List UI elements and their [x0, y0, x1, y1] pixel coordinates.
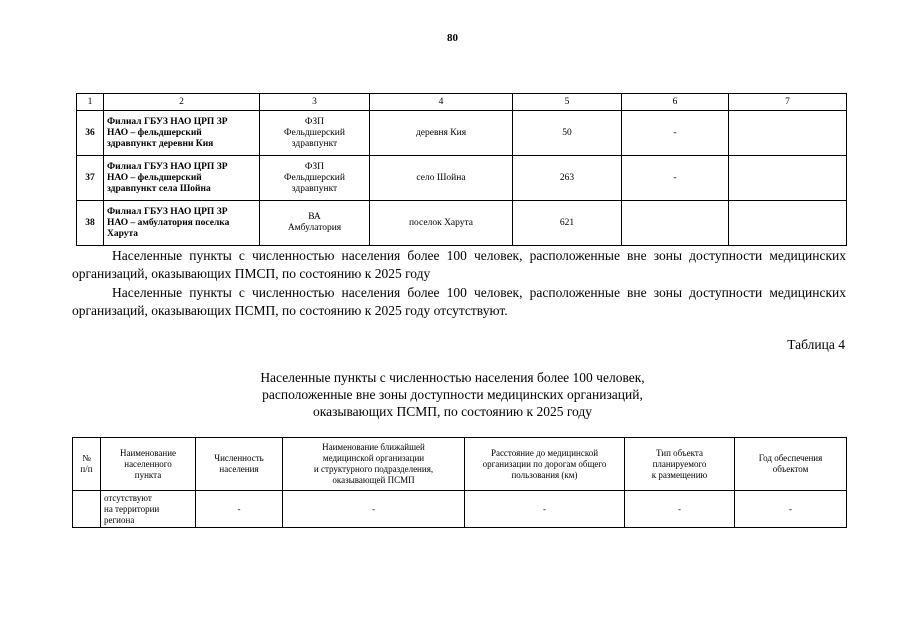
- header-cell-organization: Наименование ближайшей медицинской организации и структурного подразделения, оказывающей ПСМП: [283, 438, 465, 491]
- header-cell: 2: [104, 94, 260, 111]
- column-6-value: [622, 201, 729, 246]
- table-row: [73, 491, 847, 528]
- paragraph-psmp: Населенные пункты с численностью населения более 100 человек, расположенные вне зоны доступности медицинских организаций, оказывающих ПСМП, по состоянию к 2025 году отсутствуют.: [72, 285, 846, 318]
- row-number: 36: [77, 111, 104, 156]
- column-6-value: -: [622, 156, 729, 201]
- header-cell: 3: [260, 94, 370, 111]
- table-header-row: [77, 94, 847, 111]
- settlement-name: село Шойна: [370, 156, 513, 201]
- header-cell: 7: [729, 94, 847, 111]
- column-7-value: [729, 156, 847, 201]
- row-number: [73, 491, 101, 528]
- table-header-row: [73, 438, 847, 491]
- organization: -: [283, 491, 465, 528]
- distance: -: [465, 491, 625, 528]
- column-7-value: [729, 111, 847, 156]
- facility-type: ФЗП Фельдшерский здравпункт: [260, 156, 370, 201]
- table-row: [77, 111, 847, 156]
- settlements-table-continued: [76, 93, 847, 246]
- facility-type: ФЗП Фельдшерский здравпункт: [260, 111, 370, 156]
- column-7-value: [729, 201, 847, 246]
- header-cell-year: Год обеспечения объектом: [735, 438, 847, 491]
- table-title: Населенные пункты с численностью населения более 100 человек, расположенные вне зоны доступности медицинских организаций, оказывающих ПСМП, по состоянию к 2025 году: [260, 370, 645, 419]
- header-cell-number: № п/п: [73, 438, 101, 491]
- population: -: [196, 491, 283, 528]
- row-number: 38: [77, 201, 104, 246]
- header-cell-settlement: Наименование населенного пункта: [101, 438, 196, 491]
- year: -: [735, 491, 847, 528]
- page-number: 80: [447, 32, 458, 44]
- header-cell: 6: [622, 94, 729, 111]
- table-row: [77, 201, 847, 246]
- row-number: 37: [77, 156, 104, 201]
- header-cell: 5: [513, 94, 622, 111]
- header-cell-population: Численность населения: [196, 438, 283, 491]
- organization-name: Филиал ГБУЗ НАО ЦРП ЗР НАО – амбулатория поселка Харута: [104, 201, 260, 246]
- settlement-name: поселок Харута: [370, 201, 513, 246]
- population: 263: [513, 156, 622, 201]
- settlement-name: деревня Кия: [370, 111, 513, 156]
- population: 621: [513, 201, 622, 246]
- organization-name: Филиал ГБУЗ НАО ЦРП ЗР НАО – фельдшерский здравпункт села Шойна: [104, 156, 260, 201]
- header-cell-object-type: Тип объекта планируемого к размещению: [625, 438, 735, 491]
- table-row: [77, 156, 847, 201]
- header-cell-distance: Расстояние до медицинской организации по дорогам общего пользования (км): [465, 438, 625, 491]
- population: 50: [513, 111, 622, 156]
- settlement-name: отсутствуют на территории региона: [101, 491, 196, 528]
- header-cell: 4: [370, 94, 513, 111]
- paragraph-pmsp: Населенные пункты с численностью населения более 100 человек, расположенные вне зоны доступности медицинских организаций, оказывающих ПМСП, по состоянию к 2025 году: [72, 248, 846, 281]
- header-cell: 1: [77, 94, 104, 111]
- organization-name: Филиал ГБУЗ НАО ЦРП ЗР НАО – фельдшерский здравпункт деревни Кия: [104, 111, 260, 156]
- psmp-settlements-table: [72, 437, 847, 528]
- object-type: -: [625, 491, 735, 528]
- facility-type: ВА Амбулатория: [260, 201, 370, 246]
- table-label: Таблица 4: [787, 337, 845, 352]
- column-6-value: -: [622, 111, 729, 156]
